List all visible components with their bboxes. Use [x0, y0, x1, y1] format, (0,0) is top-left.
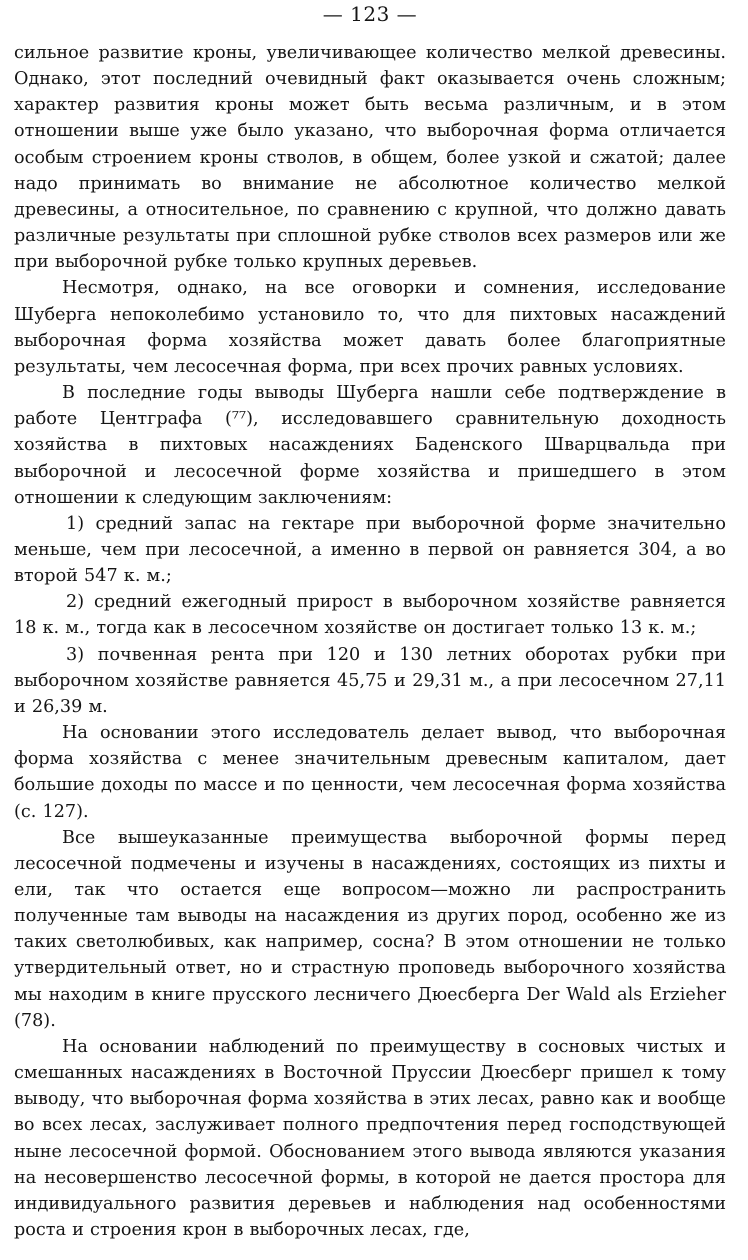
page-number: — 123 — — [322, 2, 418, 26]
list-item: 1) средний запас на гектаре при выборочной форме значительно меньше, чем при лесосечной, а именно в первой он равняется 304, а во второй 547 к. м.; — [14, 513, 726, 587]
body-text — [14, 40, 726, 1243]
paragraph: Несмотря, однако, на все оговорки и сомнения, исследование Шуберга непоколебимо установило то, что для пихтовых насаждений выборочная форма хозяйства может давать более благоприятные результаты, чем лесосечная форма, при всех прочих равных условиях. — [14, 278, 726, 377]
list-item: 2) средний ежегодный прирост в выборочном хозяйстве равняется 18 к. м., тогда как в лесосечном хозяйстве он достигает только 13 к. м.; — [14, 592, 726, 639]
paragraph: В последние годы выводы Шуберга нашли себе подтверждение в работе Центграфа (⁷⁷), исследовавшего сравнительную доходность хозяйства в пихтовых насаждениях Баденского Шварцвальда при выборочной и лесосечной форме хозяйства и пришедшего в этом отношении к следующим заключениям: — [14, 383, 726, 508]
paragraph: На основании этого исследователь делает вывод, что выборочная форма хозяйства с менее значительным древесным капиталом, дает большие доходы по массе и по ценности, чем лесосечная форма хозяйства (с. 127). — [14, 723, 726, 822]
list-item: 3) почвенная рента при 120 и 130 летних оборотах рубки при выборочном хозяйстве равняется 45,75 и 29,31 м., а при лесосечном 27,11 и 26,39 м. — [14, 644, 726, 717]
paragraph: На основании наблюдений по преимуществу в сосновых чистых и смешанных насаждениях в Восточной Пруссии Дюесберг пришел к тому выводу, что выборочная форма хозяйства в этих лесах, равно как и вообще во всех лесах, заслуживает полного предпочтения перед господствующей ныне лесосечной формой. Обоснованием этого вывода являются указания на несовершенство лесосечной формы, в которой не дается простора для индивидуального развития деревьев и наблюдения над особенностями роста и строения крон в выборочных лесах, где, — [14, 1036, 726, 1241]
paragraph: Все вышеуказанные преимущества выборочной формы перед лесосечной подмечены и изучены в насаждениях, состоящих из пихты и ели, так что остается еще вопросом—можно ли распространить полученные там выводы на насаждения из других пород, особенно же из таких светолюбивых, как например, сосна? В этом отношении не только утвердительный ответ, но и страстную проповедь выборочного хозяйства мы находим в книге прусского лесничего Дюесберга Der Wald als Erzieher (78). — [14, 827, 726, 1031]
paragraph: сильное развитие кроны, увеличивающее количество мелкой древесины. Однако, этот последний очевидный факт оказывается очень сложным; характер развития кроны может быть весьма различным, и в этом отношении выше уже было указано, что выборочная форма отличается особым строением кроны стволов, в общем, более узкой и сжатой; далее надо принимать во внимание не абсолютное количество мелкой древесины, а относительное, по сравнению с крупной, что должно давать различные результаты при сплошной рубке стволов всех размеров или же при выборочной рубке только крупных деревьев. — [14, 43, 726, 273]
